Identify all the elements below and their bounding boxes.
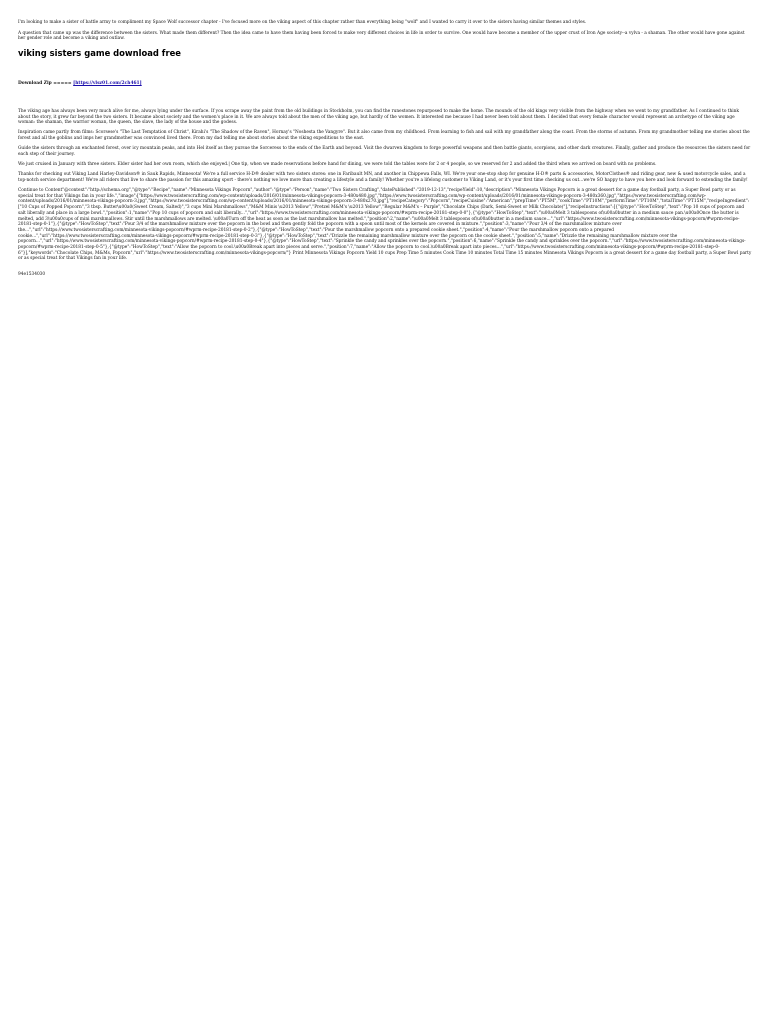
body-paragraph: Guide the sisters through an enchanted forest, over icy mountain peaks, and into Hel itself as they pursue the Sorceress to the ends of the Earth and beyond. Visit the dwarven kingdom to forge powerful weapons and then battle giants, scorpions, and other dark creatures. Finally, gather and produce the resources the sisters need for each step of their journey.	[18, 146, 751, 157]
recipe-schema-text: Continue to Content"@context":"http://schema.org","@type":"Recipe","name":"Minnesota Vikings Popcorn","author":"@type":"Person","name":"Two Sisters Crafting","datePublished":"2019-12-13","recipeYield":10,"description":"Minnesota Vikings Popcorn is a great dessert for a game day football party, a Super Bowl party or as special treat for that Vikings fan in your life.","image":["https://www.twosisterscrafting.com/wp-content/uploads/2016/01/minnesota-vikings-popcorn-3-480x480.jpg","https://www.twosisterscrafting.com/wp-content/uploads/2016/01/minnesota-vikings-popcorn-3-480x360.jpg","https://www.twosisterscrafting.com/wp-content/uploads/2016/01/minnesota-vikings-popcorn-3.jpg","https://www.twosisterscrafting.com/wp-content/uploads/2016/01/minnesota-vikings-popcorn-3-480x270.jpg"],"recipeCategory":"Popcorn","recipeCuisine":"American","prepTime":"PT5M","cookTime":"PT10M","performTime":"PT10M","totalTime":"PT15M","recipeIngredient":["10 Cups of Popped Popcorn","3 tbsp. Butter\u00a0(Sweet Cream, Salted)","3 cups Mini Marshmallows","M&M Minis \u2013 Yellow","Pretzel M&M's \u2013 Yellow","Regular M&M's – Purple","Chocolate Chips (Dark, Semi-Sweet or Milk Chocolate)"],"recipeInstructions":[{"@type":"HowToStep","text":"Pop 10 cups of popcorn and salt liberally and place in a large bowl.","position":1,"name":"Pop 10 cups of popcorn and salt liberally...","url":"https://www.twosisterscrafting.com/minnesota-vikings-popcorn/#wprm-recipe-20181-step-0-0"},{"@type":"HowToStep","text":"\u00a0Melt 3 tablespoons of\u00a0butter in a medium sauce pan.\u00a0Once the butter is melted, add 3\u00a0cups of mini marshmallows. Stir until the marshmallows are melted. \u00a0Turn off the heat as soon as the last marshmallow has melted.","position":2,"name":"\u00a0Melt 3 tablespoons of\u00a0butter in a medium sauce...","url":"https://www.twosisterscrafting.com/minnesota-vikings-popcorn/#wprm-recipe-20181-step-0-1"},{"@type":"HowToStep","text":"Pour 3/4 of the marshmallow mixture over the popcorn in the bowl and then gently fold the popcorn with a spoon until most of the kernels are covered in mixture.","position":3,"name":"Pour 3/4 of the marshmallow mixture over the...","url":"https://www.twosisterscrafting.com/minnesota-vikings-popcorn/#wprm-recipe-20181-step-0-2"},{"@type":"HowToStep","text":"Pour the marshmallow popcorn onto a prepared cookie sheet.","position":4,"name":"Pour the marshmallow popcorn onto a prepared cookie...","url":"https://www.twosisterscrafting.com/minnesota-vikings-popcorn/#wprm-recipe-20181-step-0-3"},{"@type":"HowToStep","text":"Drizzle the remaining marshmallow mixture over the popcorn on the cookie sheet.","position":5,"name":"Drizzle the remaining marshmallow mixture over the popcorn...","url":"https://www.twosisterscrafting.com/minnesota-vikings-popcorn/#wprm-recipe-20181-step-0-4"},{"@type":"HowToStep","text":"Sprinkle the candy and sprinkles over the popcorn.","position":6,"name":"Sprinkle the candy and sprinkles over the popcorn.","url":"https://www.twosisterscrafting.com/minnesota-vikings-popcorn/#wprm-recipe-20181-step-0-5"},{"@type":"HowToStep","text":"Allow the popcorn to cool.\u00a0Break apart into pieces and serve.","position":7,"name":"Allow the popcorn to cool.\u00a0Break apart into pieces...","url":"https://www.twosisterscrafting.com/minnesota-vikings-popcorn/#wprm-recipe-20181-step-0-6"}],"keywords":"Chocolate Chips, M&Ms, Popcorn","url":"https://www.twosisterscrafting.com/minnesota-vikings-popcorn/"} Print Minnesota Vikings Popcorn Yield 10 cups Prep Time 5 minutes Cook Time 10 minutes Total Time 15 minutes Minnesota Vikings Popcorn is a great dessert for a game day football party, a Super Bowl party or as special treat for that Vikings fan in your life.	[18, 188, 752, 262]
download-link[interactable]: [https://vlsz01.com/2ch461]	[73, 81, 142, 87]
footer-code: 94e1534030	[18, 271, 46, 277]
body-paragraph: Inspiration came partly from films: Scorsese's "The Last Temptation of Christ", Kirahi's "The Shadow of the Raven", Hornay's "Noshesta the Vangyre". But it also came from my childhood. From learning to fish and sail with my grandfather along the coast. From the storms of autumn. From my grandmother telling me stories about the forest and all the goblins and imps her grandmother was convinced lived there. From my dad telling me about stories about the viking expeditions to the east.	[18, 130, 750, 142]
page-title: viking sisters game download free	[18, 48, 181, 59]
intro-paragraph-1: I'm looking to make a sister of battle army to compliment my Space Wolf successor chapter - I've focused more on the viking aspect of this chapter rather than everything being "wolf" and I wanted to carry it over to the sisters having similar themes and styles.	[18, 20, 587, 25]
intro-paragraph-2: A question that came up was the difference between the sisters. What made them different? Then the idea came to have them having been forced to make very different choices in life in order to survive. One would have become a member of the upper crust of Iron Age society--a vylva - a shaman. The other would have gone against her gender role and become a viking and outlaw.	[18, 30, 745, 42]
download-label: Download Zip =====	[18, 81, 74, 87]
download-line	[18, 81, 752, 87]
body-paragraph: The viking age has always been very much alive for me, always lying under the surface. If you scrape away the paint from the old buildings in Stockholm, you can find the runestones repurposed to make the home. The mounds of the old kings very visible from the highway when we went to my grandfather. As I continued to think about the story, it grew far beyond the two sisters. It became about society and the women's place in it. We are always told about the men of the viking age, but hardly of the women. It interested me because I had never been told about them. I decided that every female character would represent an archetype of the viking age woman: the shaman, the warrior woman, the queen, the slave, the lady of the house and the godess.	[18, 108, 740, 126]
body-paragraph: We just cruised in January with three sisters. Elder sister had her own room, which she enjoyed.| One tip, when we made reservations before hand for dining, we were told the tables were for 2 or 4 people, so we reserved for 2 and added the third when we arrived on board with no problems.	[18, 162, 657, 168]
body-paragraph: Thanks for checking out Viking Land Harley-Davidson® in Sauk Rapids, Minnesota! We're a full service H-D® dealer with two sisters stores: one in Faribault MN, and another in Chippewa Falls, WI. We're your one-stop shop for genuine H-D® parts & accessories, MotorClothes® and riding gear, new & used motorcycle sales, and a top-notch service department! We're all riders that live to share the passion for this amazing sport - there's nothing we love more than creating a lifestyle and a family! Whether you're a lifelong customer to Viking Land, or it's your first time checking us out...we're SO happy to have you here and look forward to extending the family!	[18, 172, 748, 183]
document-page	[0, 0, 770, 278]
